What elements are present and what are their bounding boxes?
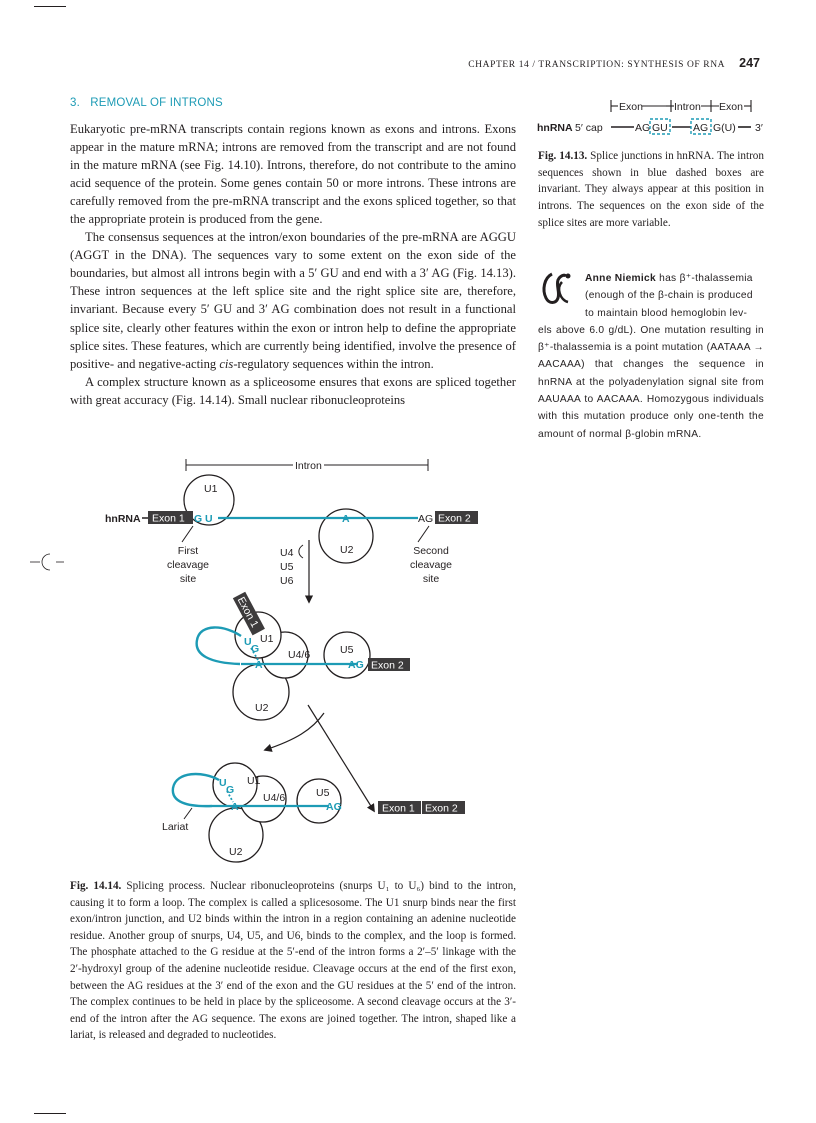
fig13-caption-text: Splice junctions in hnRNA. The intron sequences shown in blue dashed boxes are invariant. They always appear at this position in introns. The sequences on the exon side of the splice sites are more variable. — [538, 150, 764, 229]
u-residue-stage2: U — [244, 636, 252, 648]
case-line-2: (enough of the β-chain is produced — [585, 290, 753, 302]
first-cleavage-3: site — [179, 573, 197, 585]
spliced-exon1-label: Exon 1 — [382, 802, 415, 815]
fig13-hnrna-label: hnRNA — [537, 122, 573, 134]
figure-14-13 — [530, 94, 770, 140]
g-residue: G — [194, 513, 203, 525]
u1-label-stage2: U1 — [260, 633, 274, 645]
u46-label-stage2: U4/6 — [288, 649, 311, 661]
fig14-intron-label: Intron — [295, 460, 322, 472]
fig13-3prime: 3′ — [755, 122, 763, 134]
second-cleavage-1: Second — [413, 545, 449, 557]
case-line-1: Anne Niemick has β⁺-thalassemia — [585, 273, 753, 284]
fig14-caption-text: Splicing process. Nuclear ribonucleoproteins (snurps U₁ to U₆) bind to the intron, causing it to form a loop. The complex is called a splicesosome. The U1 snurp binds near the first exon/intron junction, and U2 binds within the intron in a region containing an adenine nucleotide residue. Another group of snurps, U4, U5, and U6, binds to the complex, and the loop is formed. The phosphate attached to the G residue at the 5′-end of the intron forms a 2′–5′ linkage with the 2′-hydroxyl group of the adenine nucleotide residue. Cleavage occurs at the end of the first exon, between the AG residues at the 3′ end of the exon and the GU residues at the 5′ end of the intron. The complex continues to be held in place by the spliceosome. A second cleavage occurs at the 3′-end of the intron after the AG sequence. The exons are joined together. The intron, shaped like a lariat, is released and degraded to nucleotides. — [70, 880, 516, 1042]
running-head — [468, 56, 760, 70]
clinical-case — [538, 270, 764, 443]
figure-14-13-caption — [538, 148, 764, 232]
fig13-exon-right: Exon — [719, 101, 743, 113]
section-title: REMOVAL OF INTRONS — [90, 97, 223, 109]
g-residue-stage3: G — [226, 784, 235, 796]
fig14-hnrna-label: hnRNA — [105, 513, 141, 525]
second-cleavage-2: cleavage — [409, 559, 453, 571]
ag-residue-stage2: AG — [348, 659, 364, 671]
u-residue-stage3: U — [219, 777, 227, 789]
first-cleavage-2: cleavage — [166, 559, 210, 571]
section-heading — [70, 97, 223, 109]
figure-14-14-caption — [70, 878, 516, 1044]
fig13-exon-left: Exon — [619, 101, 643, 113]
u1-label: U1 — [204, 483, 218, 495]
fig13-intron-label: Intron — [674, 101, 701, 113]
figure-14-14 — [100, 455, 490, 865]
fig13-caption-label: Fig. 14.13. — [538, 150, 588, 162]
case-patient-name: Anne Niemick — [585, 273, 656, 284]
u46-label-stage3: U4/6 — [263, 792, 286, 804]
case-line-3: to maintain blood hemoglobin lev- — [585, 307, 748, 319]
registration-mark — [28, 548, 68, 576]
section-number: 3. — [70, 97, 80, 109]
fig13-ag-left: AG — [635, 122, 651, 134]
exon2-label-stage2: Exon 2 — [371, 659, 404, 672]
u5-label-stage3: U5 — [316, 787, 330, 799]
fig13-cap-label: 5′ cap — [575, 122, 603, 134]
page-number: 247 — [739, 56, 760, 70]
crop-mark-top-left — [34, 6, 66, 7]
a-residue: A — [342, 513, 350, 525]
a-residue-stage2: A — [255, 659, 263, 671]
ag-residue: AG — [418, 513, 434, 525]
exon1-label: Exon 1 — [152, 512, 185, 525]
first-cleavage-1: First — [177, 545, 199, 557]
paragraph-1: Eukaryotic pre-mRNA transcripts contain regions known as exons and introns. Exons appear in the mature mRNA; introns are removed from the transcript and are not found in the mature mRNA (see Fig. 14.10). Introns, therefore, do not contribute to the amino acid sequence of the protein. Some genes contain 50 or more introns. These introns are carefully removed from the pre-mRNA transcript and the exons spliced together, so that the appropriate protein is produced from the gene. — [70, 122, 516, 227]
u-residue: U — [205, 513, 213, 525]
body-text — [70, 120, 516, 409]
second-cleavage-3: site — [422, 573, 440, 585]
fig13-ag-right: AG — [693, 122, 709, 134]
loop-stage2 — [197, 627, 241, 664]
g-residue-stage2: G — [251, 643, 260, 655]
exon2-label: Exon 2 — [438, 512, 471, 525]
spliced-exon2-label: Exon 2 — [425, 802, 458, 815]
case-body: els above 6.0 g/dL). One mutation resulting in β⁺-thalassemia is a point mutation (AATAAA → AACAAA) that changes the sequence in hnRNA at the polyadenylation signal site from AAUAAA to AACAAA. Homozygous individuals with this mutation produce only one-tenth the amount of normal β-globin mRNA. — [538, 324, 764, 440]
fig13-gu-left: GU — [652, 122, 668, 134]
lariat-loop — [173, 774, 219, 806]
u5-label: U5 — [280, 561, 294, 573]
crop-mark-bottom-left — [34, 1113, 66, 1114]
u2-label: U2 — [340, 544, 354, 556]
u6-label: U6 — [280, 575, 294, 587]
a-residue-stage3: A — [231, 801, 239, 813]
u2-label-stage2: U2 — [255, 702, 269, 714]
u2-label-stage3: U2 — [229, 846, 243, 858]
paragraph-2: The consensus sequences at the intron/exon boundaries of the pre-mRNA are AGGU (AGGT in the DNA). The sequences vary to some extent on the exon side of the boundaries, but almost all introns begin with a 5′ GU and end with a 3′ AG (Fig. 14.13). These intron sequences at the left splice site and the right splice site are, therefore, invariant. Because every 5′ GU and 3′ AG combination does not result in a functional splice site, clearly other features within the exon or intron help to define the appropriate splice sites. These features, which are currently being identified, involve the presence of positive- and negative-acting cis-regulatory sequences within the intron. — [70, 230, 516, 371]
u5-label-stage2: U5 — [340, 644, 354, 656]
u1-label-stage3: U1 — [247, 775, 261, 787]
fig13-gu-right: G(U) — [713, 122, 736, 134]
lariat-label: Lariat — [162, 821, 189, 833]
chapter-title: CHAPTER 14 / TRANSCRIPTION: SYNTHESIS OF RNA — [468, 60, 726, 70]
fig14-caption-label: Fig. 14.14. — [70, 880, 122, 892]
paragraph-3: A complex structure known as a spliceosome ensures that exons are spliced together with great accuracy (Fig. 14.14). Small nuclear ribonucleoproteins — [70, 374, 516, 407]
exon1-label-stage2: Exon 1 — [234, 595, 261, 630]
ag-residue-stage3: AG — [326, 801, 342, 813]
u4-label: U4 — [280, 547, 294, 559]
